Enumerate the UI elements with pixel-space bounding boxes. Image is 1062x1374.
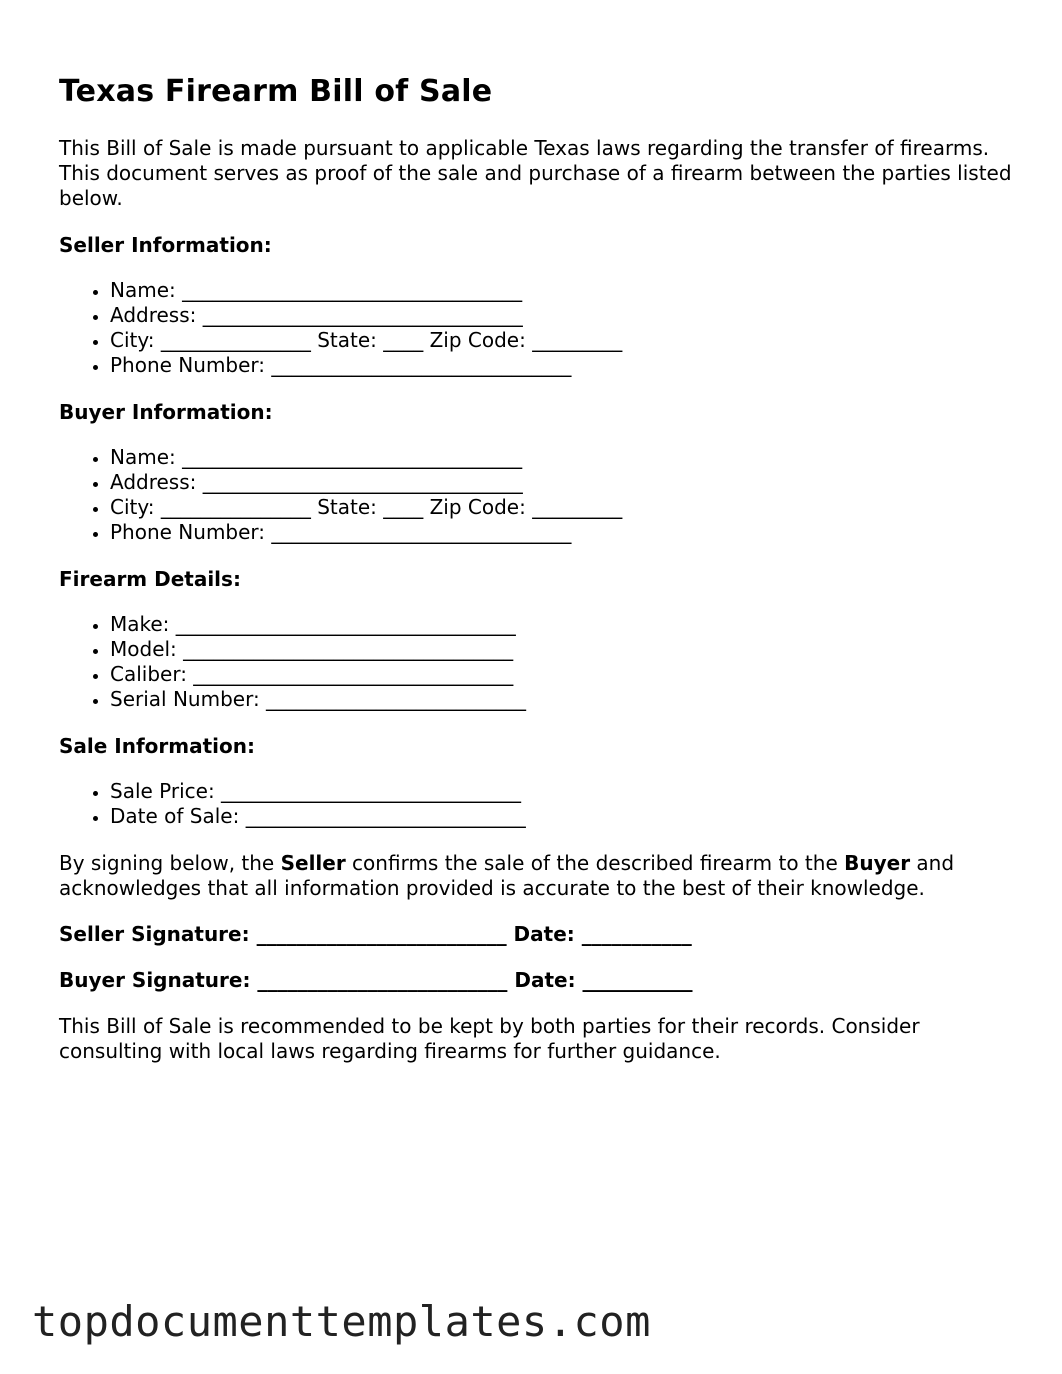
- sale-price-field: • Sale Price: ______________________________: [110, 779, 1019, 804]
- buyer-phone-field: • Phone Number: ______________________________: [110, 520, 1019, 545]
- sale-section-heading: Sale Information:: [59, 734, 255, 758]
- confirmation-text-3: and acknowledges that all information provided is accurate to the best of their knowledge.: [59, 851, 955, 900]
- buyer-address-field: • Address: ________________________________: [110, 470, 1019, 495]
- firearm-make-field: • Make: __________________________________: [110, 612, 1019, 637]
- seller-section-heading: Seller Information:: [59, 233, 272, 257]
- buyer-name-field: • Name: __________________________________: [110, 445, 1019, 470]
- intro-paragraph: This Bill of Sale is made pursuant to applicable Texas laws regarding the transfer of firearms. This document serves as proof of the sale and purchase of a firearm between the parties listed below.: [59, 136, 1012, 210]
- confirmation-paragraph: [59, 851, 1019, 901]
- seller-signature-line: Seller Signature: _________________________ Date: ___________: [59, 922, 692, 946]
- buyer-section-heading: Buyer Information:: [59, 400, 273, 424]
- buyer-info-list: [59, 445, 1019, 545]
- site-watermark: topdocumenttemplates.com: [32, 1297, 651, 1346]
- confirmation-text-2: confirms the sale of the described firearm to the: [345, 851, 845, 875]
- sale-info-list: [59, 779, 1019, 829]
- seller-address-field: • Address: ________________________________: [110, 303, 1019, 328]
- confirmation-buyer-word: Buyer: [844, 851, 911, 875]
- firearm-serial-field: • Serial Number: __________________________: [110, 687, 1019, 712]
- confirmation-seller-word: Seller: [280, 851, 346, 875]
- firearm-model-field: • Model: _________________________________: [110, 637, 1019, 662]
- seller-city-state-zip-field: • City: _______________ State: ____ Zip Code: _________: [110, 328, 1019, 353]
- firearm-section-heading: Firearm Details:: [59, 567, 241, 591]
- buyer-signature-line: Buyer Signature: _________________________ Date: ___________: [59, 968, 693, 992]
- sale-date-field: • Date of Sale: ____________________________: [110, 804, 1019, 829]
- document-title: Texas Firearm Bill of Sale: [59, 74, 493, 109]
- seller-name-field: • Name: __________________________________: [110, 278, 1019, 303]
- firearm-details-list: [59, 612, 1019, 712]
- confirmation-text-1: By signing below, the: [59, 851, 281, 875]
- document-page: [59, 72, 1019, 1064]
- closing-paragraph: This Bill of Sale is recommended to be kept by both parties for their records. Consider consulting with local laws regarding firearms for further guidance.: [59, 1014, 920, 1063]
- firearm-caliber-field: • Caliber: ________________________________: [110, 662, 1019, 687]
- seller-info-list: [59, 278, 1019, 378]
- buyer-city-state-zip-field: • City: _______________ State: ____ Zip Code: _________: [110, 495, 1019, 520]
- seller-phone-field: • Phone Number: ______________________________: [110, 353, 1019, 378]
